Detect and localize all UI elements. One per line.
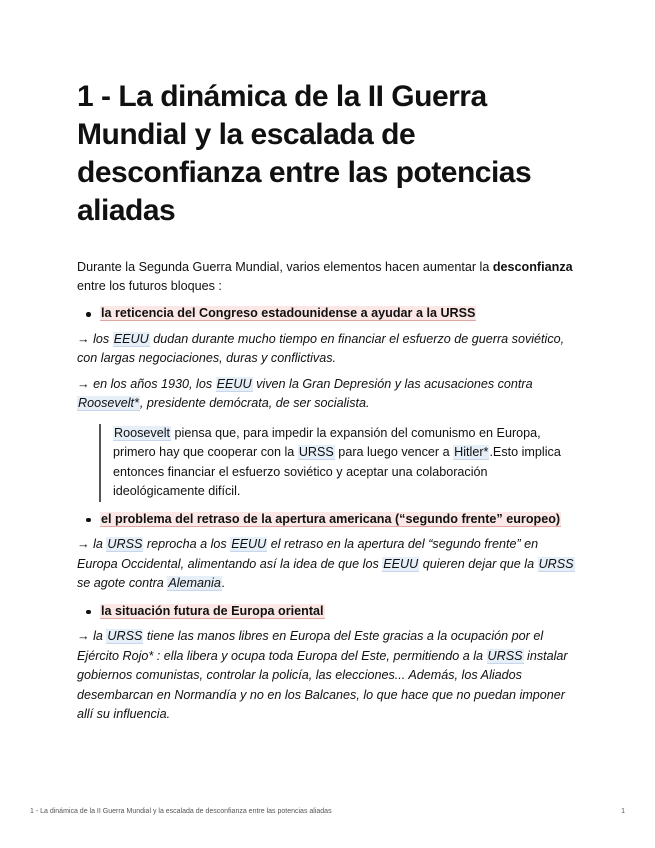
entity-tag[interactable]: EEUU [231, 537, 267, 551]
page-footer [30, 808, 625, 815]
intro-paragraph: Durante la Segunda Guerra Mundial, varios elementos hacen aumentar la desconfianza entre los futuros bloques : [77, 260, 573, 293]
entity-tag[interactable]: EEUU [216, 376, 252, 391]
bullet-item: el problema del retraso de la apertura americana (“segundo frente” europeo) [77, 510, 577, 530]
entity-tag[interactable]: Roosevelt [114, 425, 171, 440]
entity-tag[interactable]: URSS [487, 648, 523, 663]
entity-tag[interactable]: EEUU [113, 331, 149, 346]
section-1 [77, 304, 577, 324]
footer-title: 1 - La dinámica de la II Guerra Mundial y la escalada de desconfianza entre las potencias aliadas [30, 808, 332, 815]
entity-tag[interactable]: URSS [107, 537, 143, 551]
page-number: 1 [621, 808, 625, 815]
section-1-paragraph-1: → los EEUU dudan durante mucho tiempo en financiar el esfuerzo de guerra soviético, con largas negociaciones, duras y conflictivas. [77, 331, 565, 365]
entity-tag[interactable]: Hitler* [454, 445, 489, 459]
bullet-item: la reticencia del Congreso estadounidense a ayudar a la URSS [77, 304, 577, 324]
section-3 [77, 602, 577, 622]
entity-tag[interactable]: URSS [298, 445, 334, 459]
entity-tag[interactable]: URSS [107, 629, 143, 643]
entity-tag[interactable]: URSS [538, 556, 574, 571]
section-1-paragraph-2: → en los años 1930, los EEUU viven la Gran Depresión y las acusaciones contra Roosevelt*, presidente demócrata, de ser socialista. [77, 376, 533, 410]
section-2-paragraph-1: → la URSS reprocha a los EEUU el retraso en la apertura del “segundo frente” en Europa Occidental, alimentando así la idea de que los EEUU quieren dejar que la URSS se agote contra Alemania. [77, 537, 574, 590]
section-2 [77, 510, 577, 530]
entity-tag[interactable]: Roosevelt* [78, 396, 139, 410]
intro-keyword: desconfianza [492, 260, 573, 274]
entity-tag[interactable]: Alemania [168, 576, 221, 590]
section-3-paragraph-1: → la URSS tiene las manos libres en Europa del Este gracias a la ocupación por el Ejército Rojo* : ella libera y ocupa toda Europa del Este, permitiendo a la URSS instalar gobiernos comunistas, controlar la policía, las elecciones... Además, los Aliados desembarcan en Normandía y no en los Balcanes, lo que hace que no puedan imponer allí su influencia. [77, 629, 568, 721]
entity-tag[interactable]: EEUU [383, 556, 419, 571]
blockquote: Roosevelt piensa que, para impedir la expansión del comunismo en Europa, primero hay que cooperar con la URSS para luego vencer a Hitler*.Esto implica entonces financiar el esfuerzo soviético y aceptar una colaboración ideológicamente difícil. [99, 424, 578, 502]
page-title: 1 - La dinámica de la II Guerra Mundial y la escalada de desconfianza entre las potencias aliadas [77, 80, 532, 227]
document-page [77, 78, 577, 725]
bullet-item: la situación futura de Europa oriental [77, 602, 577, 622]
